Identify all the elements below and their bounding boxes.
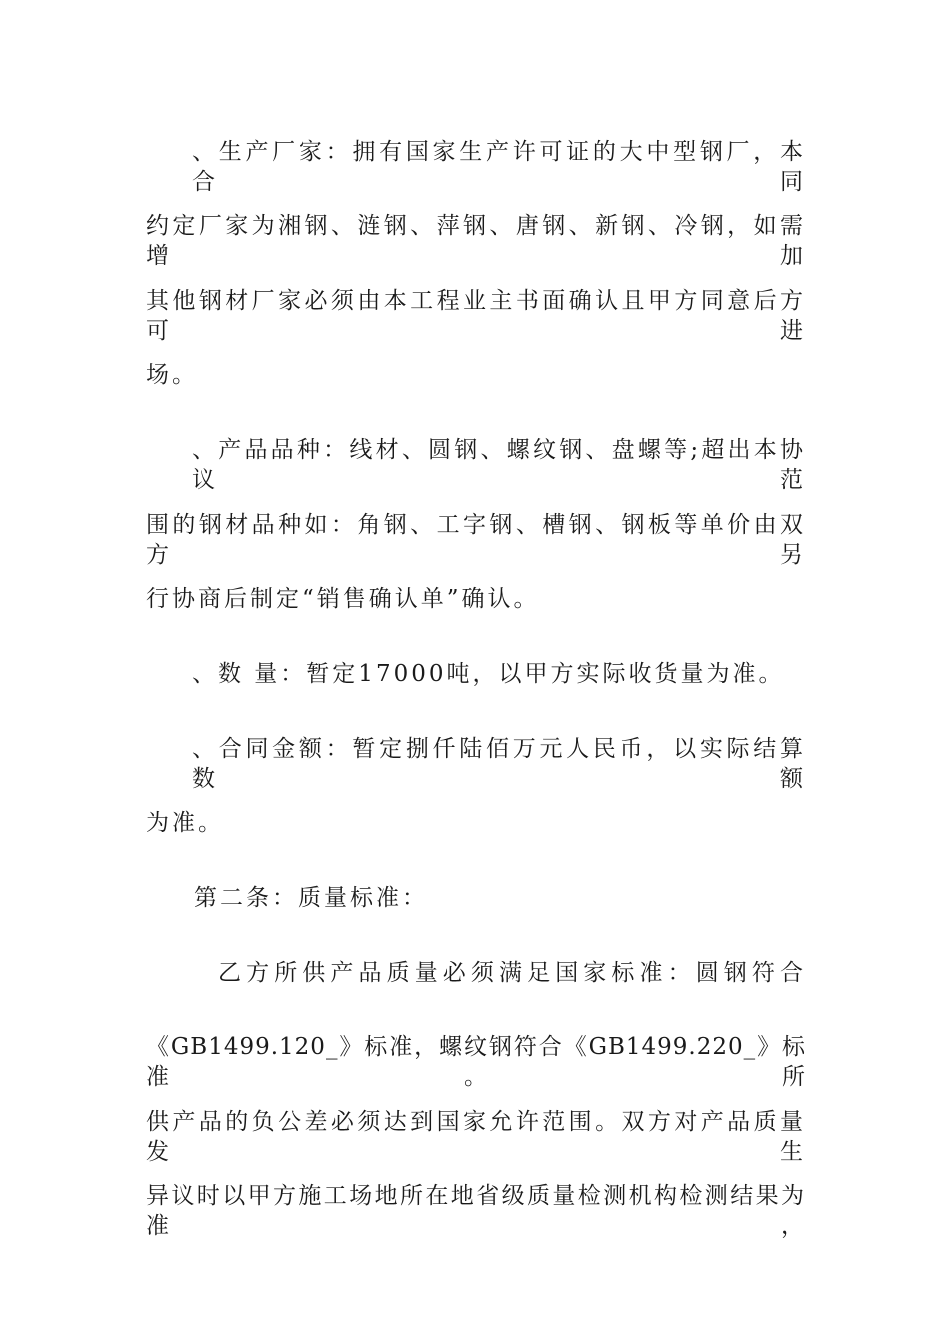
paragraph-amount-line-2: 为准。 (146, 810, 224, 836)
paragraph-manufacturer-line-2: 约定厂家为湘钢、涟钢、萍钢、唐钢、新钢、冷钢，如需增加 (146, 213, 806, 269)
paragraph-manufacturer-line-1: 、生产厂家：拥有国家生产许可证的大中型钢厂，本合同 (192, 139, 806, 195)
paragraph-quality-line-4: 异议时以甲方施工场地所在地省级质量检测机构检测结果为准， (146, 1183, 806, 1239)
paragraph-quantity: 、数 量：暂定17000吨，以甲方实际收货量为准。 (192, 661, 785, 687)
paragraph-product-line-2: 围的钢材品种如：角钢、工字钢、槽钢、钢板等单价由双方另 (146, 512, 806, 568)
paragraph-quality-line-1: 乙方所供产品质量必须满足国家标准：圆钢符合 (218, 960, 806, 986)
section-heading-quality: 第二条：质量标准： (194, 885, 428, 911)
paragraph-quality-line-2: 《GB1499.120_》标准，螺纹钢符合《GB1499.220_》标准。所 (146, 1034, 806, 1090)
paragraph-quality-line-3: 供产品的负公差必须达到国家允许范围。双方对产品质量发生 (146, 1109, 806, 1165)
paragraph-manufacturer-line-3: 其他钢材厂家必须由本工程业主书面确认且甲方同意后方可进 (146, 288, 806, 344)
paragraph-manufacturer-line-4: 场。 (146, 362, 198, 388)
paragraph-product-line-3: 行协商后制定“销售确认单”确认。 (146, 586, 540, 612)
paragraph-product-line-1: 、产品品种：线材、圆钢、螺纹钢、盘螺等;超出本协议范 (192, 437, 806, 493)
paragraph-amount-line-1: 、合同金额：暂定捌仟陆佰万元人民币，以实际结算数额 (192, 736, 806, 792)
